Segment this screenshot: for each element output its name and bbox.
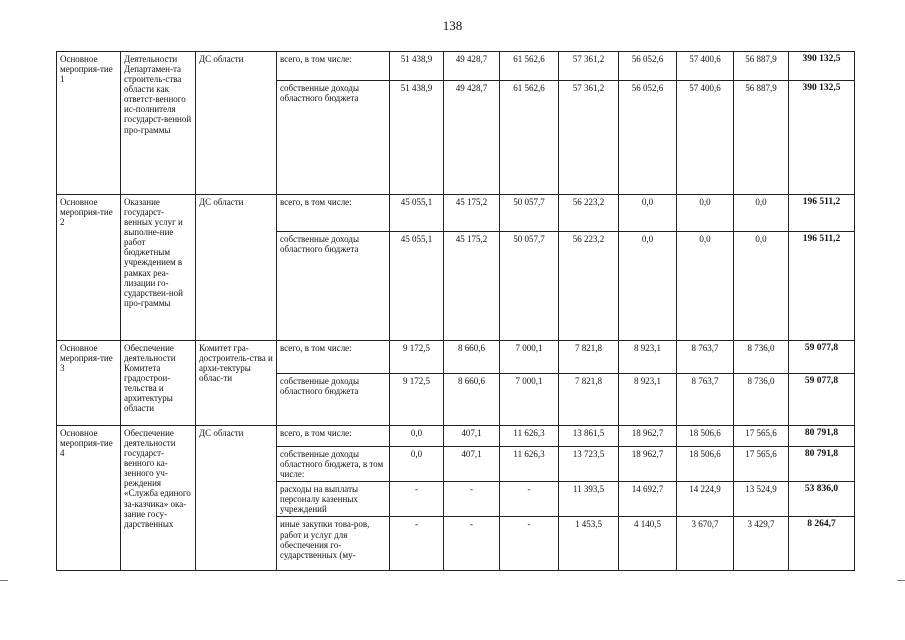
year-value-cell: 61 562,6 [500,52,559,81]
year-value-cell: 56 052,6 [619,52,677,81]
year-value-cell: 11 393,5 [559,482,619,517]
year-value-cell: 11 626,3 [500,447,559,482]
year-value-cell: 13 524,9 [734,482,789,517]
year-value-cell: 8 660,6 [444,341,500,374]
funding-source-cell: всего, в том числе: [277,426,390,447]
total-value-cell: 196 511,2 [789,195,855,232]
year-value-cell: - [390,482,444,517]
year-value-cell: 8 763,7 [677,341,734,374]
year-value-cell: 7 000,1 [500,341,559,374]
year-value-cell: 8 763,7 [677,374,734,426]
total-value-cell: 390 132,5 [789,81,855,195]
year-value-cell: 57 361,2 [559,81,619,195]
funding-source-cell: собственные доходы областного бюджета [277,374,390,426]
year-value-cell: 57 400,6 [677,52,734,81]
total-value-cell: 53 836,0 [789,482,855,517]
event-cell: Основное мероприя-тие 1 [57,52,121,195]
executor-cell: ДС области [196,426,277,571]
year-value-cell: 8 923,1 [619,341,677,374]
year-value-cell: 61 562,6 [500,81,559,195]
year-value-cell: 4 140,5 [619,517,677,571]
funding-source-cell: собственные доходы областного бюджета [277,81,390,195]
table-row [57,195,855,232]
year-value-cell: 3 429,7 [734,517,789,571]
funding-source-cell: всего, в том числе: [277,195,390,232]
year-value-cell: 45 175,2 [444,195,500,232]
year-value-cell: 17 565,6 [734,426,789,447]
year-value-cell: 57 361,2 [559,52,619,81]
executor-cell: Комитет гра-достроитель-ства и архи-тектуры облас-ти [196,341,277,426]
year-value-cell: 9 172,5 [390,374,444,426]
funding-source-cell: собственные доходы областного бюджета, в том числе: [277,447,390,482]
year-value-cell: 0,0 [734,195,789,232]
year-value-cell: 17 565,6 [734,447,789,482]
year-value-cell: 56 223,2 [559,232,619,341]
year-value-cell: 0,0 [619,195,677,232]
year-value-cell: 49 428,7 [444,52,500,81]
year-value-cell: 8 923,1 [619,374,677,426]
activity-name-cell: Обеспечение деятельности Комитета градострои-тельства и архитектуры области [121,341,196,426]
year-value-cell: 18 962,7 [619,447,677,482]
year-value-cell: 56 887,9 [734,52,789,81]
year-value-cell: 0,0 [619,232,677,341]
year-value-cell: 14 224,9 [677,482,734,517]
event-cell: Основное мероприя-тие 4 [57,426,121,571]
year-value-cell: 51 438,9 [390,52,444,81]
year-value-cell: 1 453,5 [559,517,619,571]
year-value-cell: - [500,482,559,517]
year-value-cell: 14 692,7 [619,482,677,517]
year-value-cell: 13 861,5 [559,426,619,447]
total-value-cell: 59 077,8 [789,341,855,374]
year-value-cell: 13 723,5 [559,447,619,482]
year-value-cell: 18 506,6 [677,447,734,482]
event-cell: Основное мероприя-тие 2 [57,195,121,341]
year-value-cell: 8 736,0 [734,374,789,426]
total-value-cell: 80 791,8 [789,447,855,482]
total-value-cell: 390 132,5 [789,52,855,81]
year-value-cell: 0,0 [390,447,444,482]
year-value-cell: 8 736,0 [734,341,789,374]
total-value-cell: 59 077,8 [789,374,855,426]
year-value-cell: 50 057,7 [500,195,559,232]
table-row [57,52,855,81]
funding-source-cell: расходы на выплаты персоналу казенных учреждений [277,482,390,517]
year-value-cell: 407,1 [444,426,500,447]
year-value-cell: 45 175,2 [444,232,500,341]
year-value-cell: 50 057,7 [500,232,559,341]
year-value-cell: 49 428,7 [444,81,500,195]
year-value-cell: - [390,517,444,571]
year-value-cell: 0,0 [390,426,444,447]
year-value-cell: - [500,517,559,571]
funding-source-cell: всего, в том числе: [277,341,390,374]
year-value-cell: 18 962,7 [619,426,677,447]
year-value-cell: 56 887,9 [734,81,789,195]
year-value-cell: 57 400,6 [677,81,734,195]
year-value-cell: - [444,482,500,517]
year-value-cell: 11 626,3 [500,426,559,447]
year-value-cell: 7 821,8 [559,341,619,374]
page-number: 138 [442,18,463,33]
scan-mark-right [897,580,905,581]
table-row [57,341,855,374]
year-value-cell: 56 052,6 [619,81,677,195]
funding-source-cell: собственные доходы областного бюджета [277,232,390,341]
year-value-cell: 18 506,6 [677,426,734,447]
year-value-cell: 407,1 [444,447,500,482]
scan-mark-left [0,580,8,581]
year-value-cell: 0,0 [677,195,734,232]
year-value-cell: 45 055,1 [390,232,444,341]
year-value-cell: - [444,517,500,571]
budget-table [56,51,855,571]
table-row [57,426,855,447]
year-value-cell: 45 055,1 [390,195,444,232]
executor-cell: ДС области [196,52,277,195]
event-cell: Основное мероприя-тие 3 [57,341,121,426]
total-value-cell: 196 511,2 [789,232,855,341]
activity-name-cell: Оказание государст-венных услуг и выполне-ние работ бюджетным учреждением в рамках реа-лизации го-сударствен-ной про-граммы [121,195,196,341]
total-value-cell: 8 264,7 [789,517,855,571]
year-value-cell: 7 000,1 [500,374,559,426]
year-value-cell: 0,0 [734,232,789,341]
year-value-cell: 8 660,6 [444,374,500,426]
funding-source-cell: всего, в том числе: [277,52,390,81]
funding-source-cell: иные закупки това-ров, работ и услуг для обеспечения го-сударственных (му- [277,517,390,571]
year-value-cell: 7 821,8 [559,374,619,426]
activity-name-cell: Обеспечение деятельности государст-венного ка-зенного уч-реждения «Служба единого за-казчика» ока-зание госу-дарственных [121,426,196,571]
year-value-cell: 0,0 [677,232,734,341]
year-value-cell: 51 438,9 [390,81,444,195]
year-value-cell: 9 172,5 [390,341,444,374]
total-value-cell: 80 791,8 [789,426,855,447]
activity-name-cell: Деятельности Департамен-та строитель-ства области как ответст-венного ис-полнителя государст-венной про-граммы [121,52,196,195]
year-value-cell: 3 670,7 [677,517,734,571]
year-value-cell: 56 223,2 [559,195,619,232]
executor-cell: ДС области [196,195,277,341]
